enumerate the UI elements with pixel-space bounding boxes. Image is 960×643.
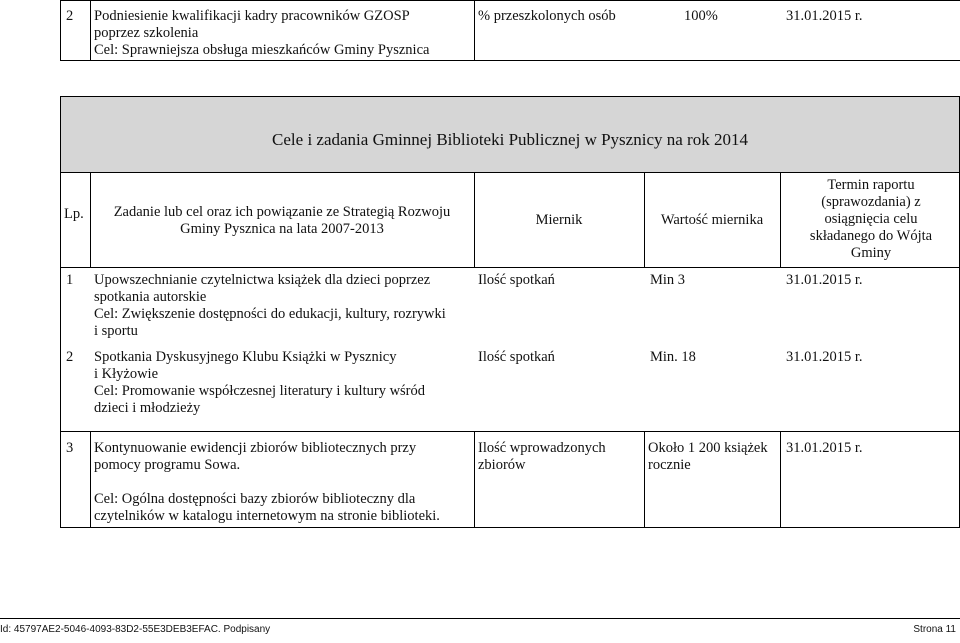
header-deadline-line-4: składanego do Wójta [809,228,933,244]
grid-line [780,431,781,527]
row-2-task-line-4: dzieci i młodzieży [94,400,201,416]
grid-line [60,527,960,528]
row-1-deadline: 31.01.2015 r. [786,272,863,288]
row-2-task-line-2: i Kłyżowie [94,366,159,382]
row-1-measure: Ilość spotkań [478,272,555,288]
top-row-task-line-2: poprzez szkolenia [94,25,199,41]
header-deadline-line-3: osiągnięcia celu [824,211,918,227]
row-3-deadline: 31.01.2015 r. [786,440,863,456]
document-id: Id: 45797AE2-5046-4093-83D2-55E3DEB3EFAC. Podpisany [0,624,271,635]
top-row-task-line-3: Cel: Sprawniejsza obsługa mieszkańców Gminy Pysznica [94,42,430,58]
grid-line [60,60,960,61]
grid-line [644,431,645,527]
footer-rule [0,618,960,619]
top-row-value: 100% [684,8,718,24]
row-2-value: Min. 18 [650,349,696,365]
top-row-num: 2 [66,8,74,24]
row-1-value: Min 3 [650,272,686,288]
top-row-task-line-1: Podniesienie kwalifikacji kadry pracowników GZOSP [94,8,410,24]
grid-line [60,96,61,528]
row-2-task-line-3: Cel: Promowanie współczesnej literatury i kultury wśród [94,383,426,399]
row-3-measure-line-1: Ilość wprowadzonych [478,440,606,456]
header-value: Wartość miernika [660,212,764,228]
grid-line [474,431,475,527]
header-deadline-line-2: (sprawozdania) z [821,194,921,210]
grid-line [780,172,781,267]
row-3-num: 3 [66,440,74,456]
header-task-line-1: Zadanie lub cel oraz ich powiązanie ze Strategią Rozwoju [113,204,451,220]
row-3-value-line-2: rocznie [648,457,691,473]
section-title: Cele i zadania Gminnej Biblioteki Publicznej w Pysznicy na rok 2014 [272,130,748,149]
grid-line [60,431,960,432]
grid-line [60,0,61,60]
row-3-value-line-1: Około 1 200 książek [648,440,768,456]
row-3-task-line-1: Kontynuowanie ewidencji zbiorów bibliotecznych przy [94,440,417,456]
row-3-goal-line-1: Cel: Ogólna dostępności bazy zbiorów biblioteczny dla [94,491,416,507]
row-1-task-line-3: Cel: Zwiększenie dostępności do edukacji, kultury, rozrywki [94,306,446,322]
row-1-num: 1 [66,272,74,288]
header-lp: Lp. [64,206,84,222]
header-deadline-line-1: Termin raportu [827,177,915,193]
grid-line [90,431,91,527]
row-2-task-line-1: Spotkania Dyskusyjnego Klubu Książki w Pysznicy [94,349,397,365]
row-2-deadline: 31.01.2015 r. [786,349,863,365]
row-3-measure-line-2: zbiorów [478,457,526,473]
row-2-measure: Ilość spotkań [478,349,555,365]
grid-line [60,172,960,173]
grid-line [474,0,475,60]
row-1-task-line-4: i sportu [94,323,138,339]
row-3-goal-line-2: czytelników w katalogu internetowym na stronie biblioteki. [94,508,440,524]
grid-line [60,96,960,97]
grid-line [90,172,91,267]
grid-line [60,0,960,1]
row-2-num: 2 [66,349,74,365]
row-1-task-line-2: spotkania autorskie [94,289,207,305]
page-number: Strona 11 [913,624,956,635]
header-measure: Miernik [535,212,583,228]
row-3-task-line-2: pomocy programu Sowa. [94,457,241,473]
top-row-deadline: 31.01.2015 r. [786,8,863,24]
row-1-task-line-1: Upowszechnianie czytelnictwa książek dla dzieci poprzez [94,272,431,288]
header-deadline-line-5: Gminy [850,245,892,261]
header-task-line-2: Gminy Pysznica na lata 2007-2013 [180,221,384,237]
top-row-measure: % przeszkolonych osób [478,8,616,24]
grid-line [474,172,475,267]
grid-line [644,172,645,267]
grid-line [60,267,960,268]
grid-line [90,0,91,60]
